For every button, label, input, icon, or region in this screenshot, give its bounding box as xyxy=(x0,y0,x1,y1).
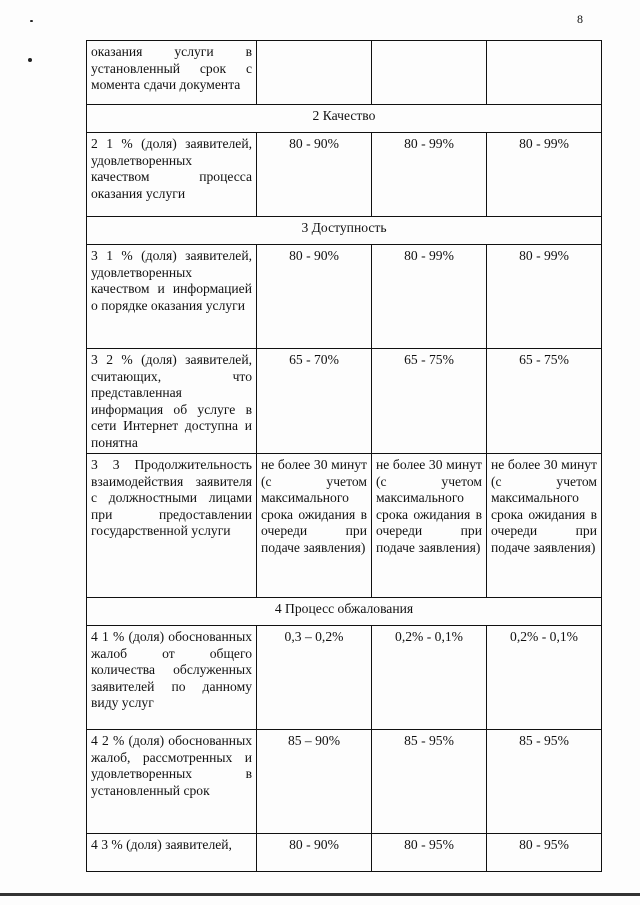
indicator-value xyxy=(372,41,487,105)
indicator-value: не более 30 минут (с учетом максимального срока ожидания в очереди при подаче заявления) xyxy=(487,454,602,598)
indicator-value: 80 - 99% xyxy=(487,133,602,217)
indicator-description: оказания услуги в установленный срок с момента сдачи документа xyxy=(87,41,257,105)
indicator-value: 80 - 90% xyxy=(257,834,372,872)
indicator-description: 4 2 % (доля) обоснованных жалоб, рассмотренных и удовлетворенных в установленный срок xyxy=(87,730,257,834)
indicator-value: 0,2% - 0,1% xyxy=(372,626,487,730)
indicator-description: 2 1 % (доля) заявителей, удовлетворенных качеством процесса оказания услуги xyxy=(87,133,257,217)
indicator-value: не более 30 минут (с учетом максимального срока ожидания в очереди при подаче заявления) xyxy=(257,454,372,598)
table-row xyxy=(87,730,602,834)
indicator-value: 80 - 95% xyxy=(372,834,487,872)
indicator-value: 80 - 99% xyxy=(372,133,487,217)
indicator-value: 80 - 90% xyxy=(257,133,372,217)
table-row xyxy=(87,834,602,872)
section-title: 3 Доступность xyxy=(87,217,602,245)
indicators-table xyxy=(86,40,602,872)
indicator-value: 85 - 95% xyxy=(487,730,602,834)
indicator-description: 4 1 % (доля) обоснованных жалоб от общего количества обслуженных заявителей по данному виду услуг xyxy=(87,626,257,730)
indicator-description: 4 3 % (доля) заявителей, xyxy=(87,834,257,872)
section-header-row xyxy=(87,598,602,626)
table-row xyxy=(87,349,602,454)
table-row xyxy=(87,454,602,598)
table-row xyxy=(87,133,602,217)
scan-speck xyxy=(30,20,33,22)
scan-speck xyxy=(28,58,32,62)
section-header-row xyxy=(87,217,602,245)
indicator-value: 80 - 90% xyxy=(257,245,372,349)
section-title: 2 Качество xyxy=(87,105,602,133)
indicator-value: 0,3 – 0,2% xyxy=(257,626,372,730)
section-header-row xyxy=(87,105,602,133)
indicator-value: 80 - 95% xyxy=(487,834,602,872)
indicator-value xyxy=(257,41,372,105)
indicator-value: 0,2% - 0,1% xyxy=(487,626,602,730)
indicator-value xyxy=(487,41,602,105)
indicator-value: 80 - 99% xyxy=(487,245,602,349)
table-row xyxy=(87,245,602,349)
indicator-description: 3 1 % (доля) заявителей, удовлетворенных качеством и информацией о порядке оказания услуги xyxy=(87,245,257,349)
indicator-value: 80 - 99% xyxy=(372,245,487,349)
indicator-value: 85 – 90% xyxy=(257,730,372,834)
indicator-description: 3 3 Продолжительность взаимодействия заявителя с должностными лицами при предоставлении государственной услуги xyxy=(87,454,257,598)
indicator-value: 65 - 75% xyxy=(372,349,487,454)
section-title: 4 Процесс обжалования xyxy=(87,598,602,626)
indicator-value: 65 - 70% xyxy=(257,349,372,454)
indicator-description: 3 2 % (доля) заявителей, считающих, что представленная информация об услуге в сети Интернет доступна и понятна xyxy=(87,349,257,454)
page-number: 8 xyxy=(577,12,583,26)
indicator-value: 85 - 95% xyxy=(372,730,487,834)
table-row xyxy=(87,41,602,105)
indicator-value: не более 30 минут (с учетом максимального срока ожидания в очереди при подаче заявления) xyxy=(372,454,487,598)
indicator-value: 65 - 75% xyxy=(487,349,602,454)
page-bottom-edge xyxy=(0,893,640,896)
table-row xyxy=(87,626,602,730)
